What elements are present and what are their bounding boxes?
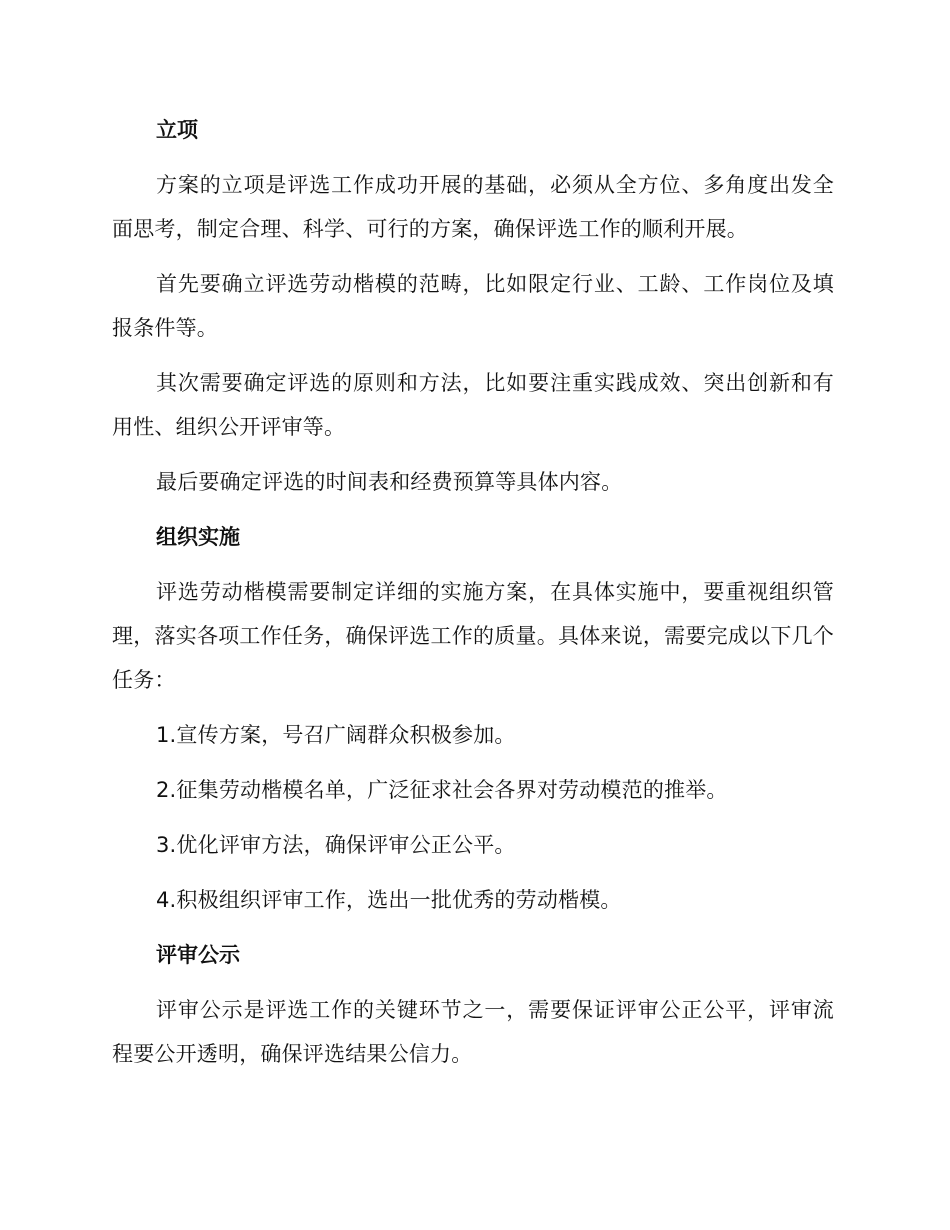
section-implementation: [112, 515, 834, 922]
section-heading: 立项: [156, 118, 198, 142]
list-item: 2.征集劳动楷模名单，广泛征求社会各界对劳动模范的推举。: [156, 778, 728, 802]
paragraph: 首先要确立评选劳动楷模的范畴，比如限定行业、工龄、工作岗位及填报条件等。: [112, 272, 834, 340]
section-project-setup: [112, 108, 834, 504]
list-item: 4.积极组织评审工作，选出一批优秀的劳动楷模。: [156, 888, 622, 912]
section-review-publicity: [112, 933, 834, 1076]
list-item: 1.宣传方案，号召广阔群众积极参加。: [156, 723, 516, 747]
paragraph: 方案的立项是评选工作成功开展的基础，必须从全方位、多角度出发全面思考，制定合理、科学、可行的方案，确保评选工作的顺利开展。: [112, 173, 834, 241]
section-heading: 评审公示: [156, 943, 240, 967]
paragraph: 最后要确定评选的时间表和经费预算等具体内容。: [156, 470, 623, 494]
paragraph: 评审公示是评选工作的关键环节之一，需要保证评审公正公平，评审流程要公开透明，确保评选结果公信力。: [112, 998, 834, 1066]
section-heading: 组织实施: [156, 525, 240, 549]
list-item: 3.优化评审方法，确保评审公正公平。: [156, 833, 516, 857]
paragraph: 评选劳动楷模需要制定详细的实施方案，在具体实施中，要重视组织管理，落实各项工作任务，确保评选工作的质量。具体来说，需要完成以下几个任务：: [112, 580, 834, 692]
paragraph: 其次需要确定评选的原则和方法，比如要注重实践成效、突出创新和有用性、组织公开评审等。: [112, 371, 834, 439]
document-page: [112, 108, 834, 1087]
